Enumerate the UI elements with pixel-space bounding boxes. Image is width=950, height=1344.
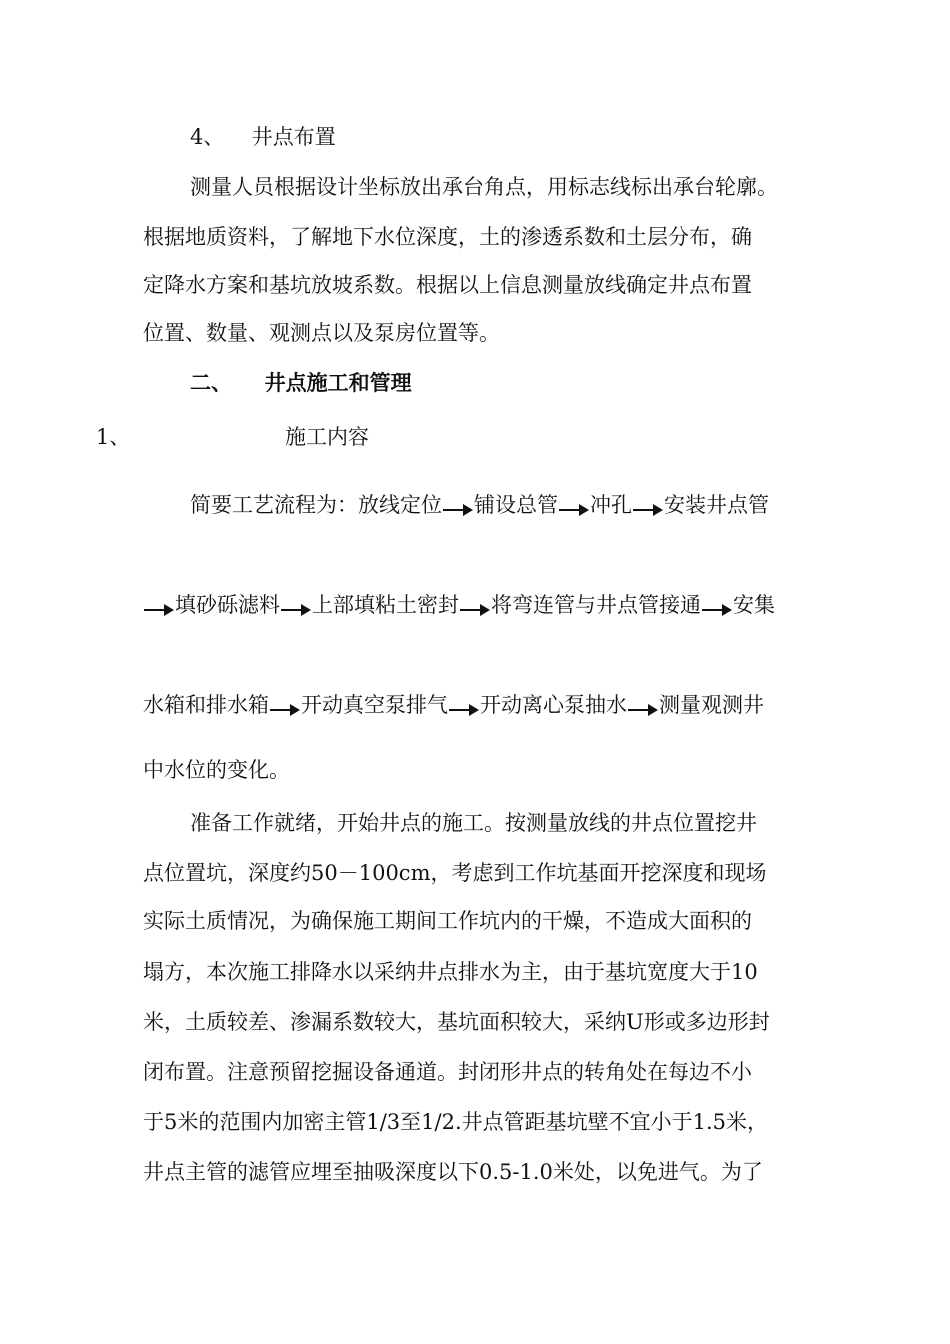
right-arrow-icon bbox=[633, 490, 663, 520]
flow-step: 测量观测井 bbox=[659, 693, 764, 717]
right-arrow-icon bbox=[443, 490, 473, 520]
flow-step: 铺设总管 bbox=[474, 493, 558, 517]
para1-line-1: 测量人员根据设计坐标放出承台角点，用标志线标出承台轮廓。 bbox=[190, 175, 778, 199]
flow-step: 放线定位 bbox=[358, 493, 442, 517]
right-arrow-icon bbox=[270, 690, 300, 720]
right-arrow-icon bbox=[449, 690, 479, 720]
para2-line-1: 准备工作就绪，开始井点的施工。按测量放线的井点位置挖井 bbox=[190, 811, 757, 835]
right-arrow-icon bbox=[281, 590, 311, 620]
section-2-number: 二、 bbox=[190, 370, 232, 395]
section-2-heading bbox=[190, 368, 412, 398]
flow-step: 水箱和排水箱 bbox=[143, 693, 269, 717]
section-4-number: 4、 bbox=[190, 125, 225, 149]
flow-step: 上部填粘土密封 bbox=[312, 593, 459, 617]
para2-line-2: 点位置坑，深度约50－100cm，考虑到工作坑基面开挖深度和现场 bbox=[143, 861, 767, 885]
flow-step: 安装井点管 bbox=[664, 493, 769, 517]
right-arrow-icon bbox=[460, 590, 490, 620]
subsection-1-number: 1、 bbox=[96, 425, 131, 449]
flow-lead: 简要工艺流程为： bbox=[190, 493, 358, 517]
flow-line-3 bbox=[143, 690, 764, 720]
flow-step: 开动真空泵排气 bbox=[301, 693, 448, 717]
section-4-heading bbox=[190, 122, 336, 152]
flow-step: 开动离心泵抽水 bbox=[480, 693, 627, 717]
section-4-title: 井点布置 bbox=[251, 125, 336, 149]
para2-line-5: 米，土质较差、渗漏系数较大，基坑面积较大，采纳U形或多边形封 bbox=[143, 1010, 770, 1034]
flow-step: 将弯连管与井点管接通 bbox=[491, 593, 701, 617]
flow-step: 冲孔 bbox=[590, 493, 632, 517]
flow-step: 填砂砾滤料 bbox=[175, 593, 280, 617]
right-arrow-icon bbox=[559, 490, 589, 520]
para2-line-6: 闭布置。注意预留挖掘设备通道。封闭形井点的转角处在每边不小 bbox=[143, 1060, 752, 1084]
para2-line-7: 于5米的范围内加密主管1/3至1/2.井点管距基坑壁不宜小于1.5米， bbox=[143, 1110, 769, 1134]
para1-line-3: 定降水方案和基坑放坡系数。根据以上信息测量放线确定井点布置 bbox=[143, 273, 752, 297]
subsection-1-title: 施工内容 bbox=[285, 425, 369, 449]
para1-line-2: 根据地质资料，了解地下水位深度，土的渗透系数和土层分布，确 bbox=[143, 225, 752, 249]
right-arrow-icon bbox=[144, 590, 174, 620]
flow-line-4: 中水位的变化。 bbox=[143, 758, 290, 782]
para2-line-8: 井点主管的滤管应埋至抽吸深度以下0.5-1.0米处，以免进气。为了 bbox=[143, 1160, 763, 1184]
para2-line-3: 实际土质情况，为确保施工期间工作坑内的干燥，不造成大面积的 bbox=[143, 909, 752, 933]
right-arrow-icon bbox=[628, 690, 658, 720]
para1-line-4: 位置、数量、观测点以及泵房位置等。 bbox=[143, 321, 500, 345]
flow-line-2 bbox=[143, 590, 775, 620]
right-arrow-icon bbox=[702, 590, 732, 620]
section-2-title: 井点施工和管理 bbox=[264, 370, 412, 395]
flow-step: 安集 bbox=[733, 593, 775, 617]
para2-line-4: 塌方，本次施工排降水以采纳井点排水为主，由于基坑宽度大于10 bbox=[143, 960, 758, 984]
flow-line-1 bbox=[190, 490, 769, 520]
